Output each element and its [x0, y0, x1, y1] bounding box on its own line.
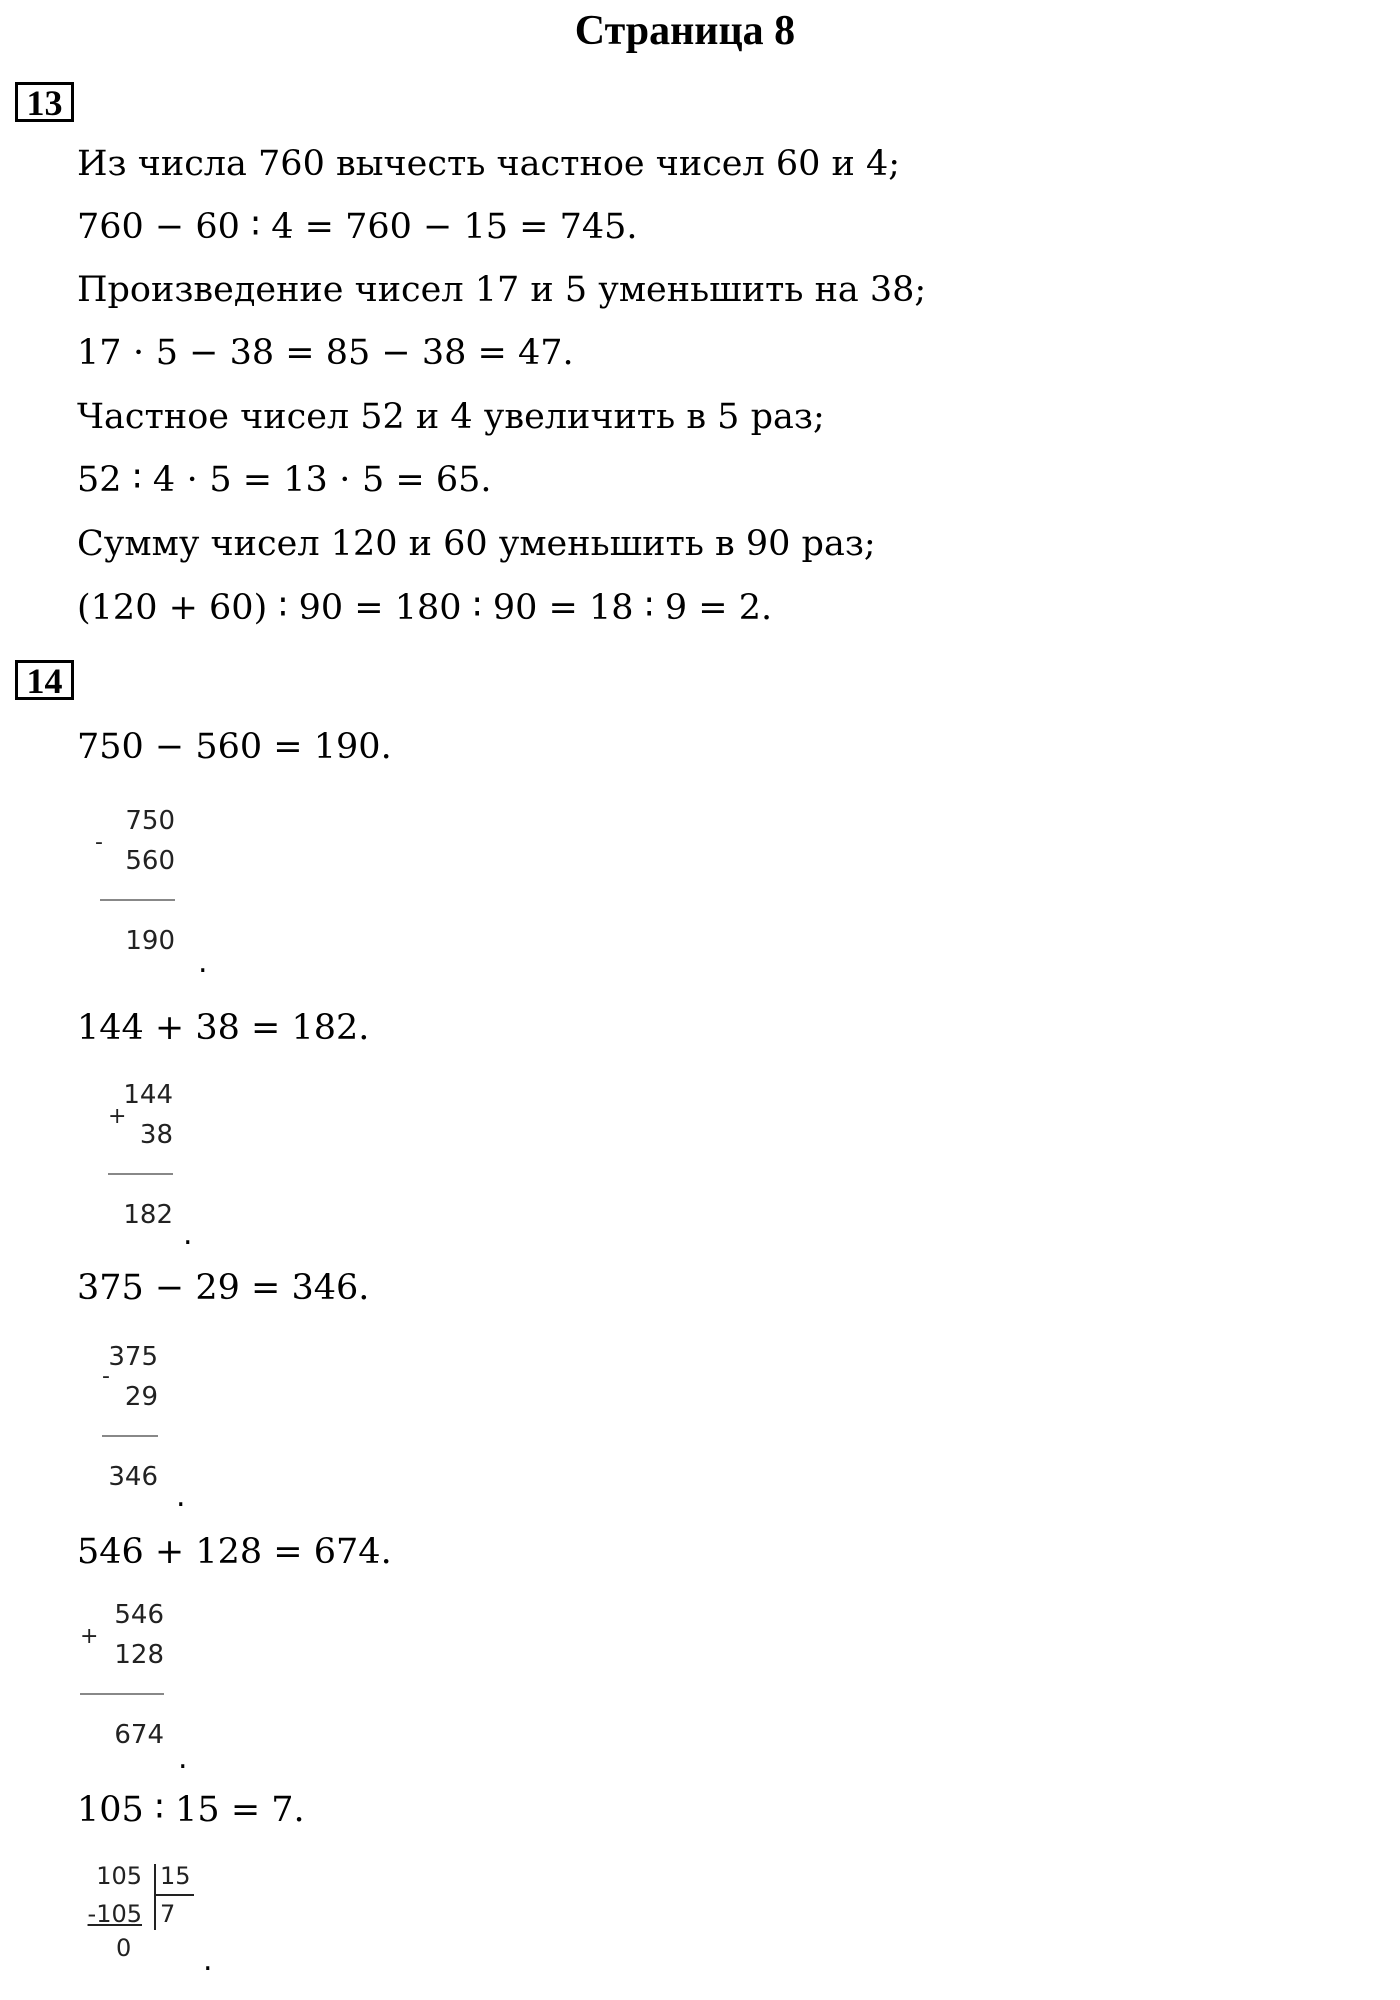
task-14-number: 14 — [15, 660, 74, 700]
period-mark: . — [178, 1741, 188, 1776]
period-mark: . — [176, 1479, 186, 1514]
division-subtrahend: -105 — [87, 1900, 142, 1928]
minus-sign: - — [102, 1364, 110, 1389]
period-mark: . — [183, 1217, 193, 1252]
column-top-number: 750 — [125, 806, 175, 836]
column-result: 674 — [114, 1720, 164, 1750]
column-result: 346 — [108, 1462, 158, 1492]
division-vertical-line — [154, 1864, 156, 1930]
task-13-line-1: Из числа 760 вычесть частное чисел 60 и 4; — [77, 144, 901, 184]
task-13-line-4: 17 ⋅ 5 − 38 = 85 − 38 = 47. — [77, 333, 574, 373]
column-result: 190 — [125, 926, 175, 956]
column-result: 182 — [123, 1200, 173, 1230]
task-14-equation-1: 750 − 560 = 190. — [77, 727, 392, 767]
task-14-equation-3: 375 − 29 = 346. — [77, 1268, 370, 1308]
column-bottom-number: 38 — [139, 1120, 173, 1150]
division-quotient: 7 — [160, 1900, 176, 1928]
column-top-number: 144 — [123, 1080, 173, 1110]
period-mark: . — [198, 945, 208, 980]
task-13-number: 13 — [15, 82, 74, 122]
task-13-line-6: 52 ∶ 4 ⋅ 5 = 13 ⋅ 5 = 65. — [77, 460, 492, 500]
plus-sign: + — [108, 1104, 127, 1129]
long-division — [88, 1862, 208, 1972]
minus-sign: - — [95, 830, 103, 855]
task-14-equation-2: 144 + 38 = 182. — [77, 1008, 370, 1048]
column-subtraction-2 — [98, 1342, 168, 1502]
column-divider-line — [80, 1693, 164, 1695]
column-top-number: 546 — [114, 1600, 164, 1630]
division-dividend: 105 — [96, 1862, 142, 1890]
task-13-line-7: Сумму чисел 120 и 60 уменьшить в 90 раз; — [77, 524, 876, 564]
column-bottom-number: 29 — [124, 1382, 158, 1412]
task-13-line-3: Произведение чисел 17 и 5 уменьшить на 38; — [77, 270, 927, 310]
column-addition-2 — [78, 1600, 174, 1760]
task-13-line-8: (120 + 60) ∶ 90 = 180 ∶ 90 = 18 ∶ 9 = 2. — [77, 588, 773, 628]
task-13-line-2: 760 − 60 ∶ 4 = 760 − 15 = 745. — [77, 207, 638, 247]
column-subtraction-1 — [95, 806, 185, 966]
task-14-equation-5: 105 ∶ 15 = 7. — [77, 1790, 305, 1830]
page-title: Страница 8 — [574, 8, 796, 54]
column-divider-line — [108, 1173, 173, 1175]
column-divider-line — [102, 1435, 158, 1437]
plus-sign: + — [80, 1624, 99, 1649]
column-addition-1 — [103, 1080, 183, 1240]
column-bottom-number: 128 — [114, 1640, 164, 1670]
column-bottom-number: 560 — [125, 846, 175, 876]
column-divider-line — [100, 899, 175, 901]
division-divisor: 15 — [160, 1862, 191, 1890]
column-top-number: 375 — [108, 1342, 158, 1372]
period-mark: . — [203, 1943, 213, 1978]
task-14-equation-4: 546 + 128 = 674. — [77, 1532, 392, 1572]
task-13-line-5: Частное чисел 52 и 4 увеличить в 5 раз; — [77, 397, 825, 437]
division-horizontal-line — [154, 1894, 194, 1896]
division-remainder: 0 — [116, 1934, 132, 1962]
